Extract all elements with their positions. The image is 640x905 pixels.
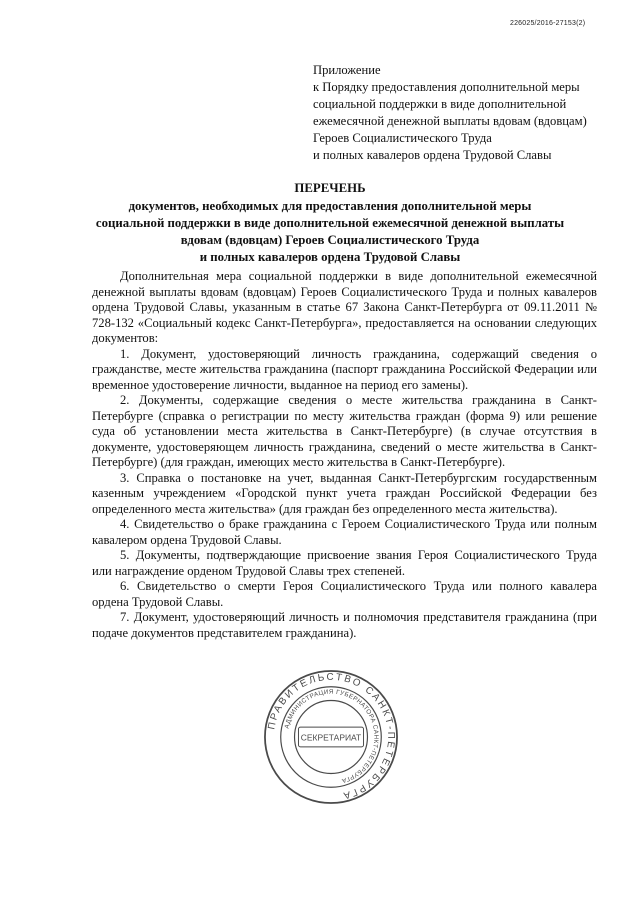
appendix-line: Героев Социалистического Труда	[313, 131, 492, 146]
stamp-outer-text: ПРАВИТЕЛЬСТВО САНКТ-ПЕТЕРБУРГА	[266, 671, 397, 802]
official-stamp	[262, 668, 400, 806]
list-item: 1. Документ, удостоверяющий личность гражданина, содержащий сведения о гражданстве, месте жительства гражданина (паспорт гражданина Российской Федерации или временное удостоверение личности, выданное на период его замены).	[92, 346, 597, 392]
list-item: 5. Документы, подтверждающие присвоение звания Героя Социалистического Труда или награждение орденом Трудовой Славы трех степеней.	[92, 548, 597, 578]
document-body	[92, 269, 597, 641]
appendix-line: к Порядку предоставления дополнительной меры	[313, 80, 580, 95]
appendix-line: ежемесячной денежной выплаты вдовам (вдовцам)	[313, 114, 587, 129]
title-word: ПЕРЕЧЕНЬ	[294, 181, 366, 195]
appendix-header	[313, 62, 613, 165]
list-item: 7. Документ, удостоверяющий личность и полномочия представителя гражданина (при подаче документов представителем гражданина).	[92, 610, 597, 640]
title-line: социальной поддержки в виде дополнительной ежемесячной денежной выплаты	[95, 216, 565, 231]
list-item: 2. Документы, содержащие сведения о месте жительства гражданина в Санкт-Петербурге (справка о регистрации по месту жительства граждан (форма 9) или решение суда об установлении места жительства в Санкт-Петербурге) (в случае отсутствия в документе, удостоверяющем личность гражданина, сведений о месте жительства в Санкт-Петербурге) (для граждан, имеющих место жительства в Санкт-Петербурге).	[92, 393, 597, 469]
title-line: вдовам (вдовцам) Героев Социалистического Труда	[180, 233, 480, 248]
document-title	[80, 180, 580, 266]
stamp-center-text: СЕКРЕТАРИАТ	[300, 732, 362, 743]
title-line: и полных кавалеров ордена Трудовой Славы	[199, 250, 461, 265]
appendix-line: Приложение	[313, 63, 381, 77]
title-line: документов, необходимых для предоставления дополнительной меры	[128, 199, 532, 214]
list-item: 6. Свидетельство о смерти Героя Социалистического Труда или полного кавалера ордена Трудовой Славы.	[92, 579, 597, 609]
list-item: 3. Справка о постановке на учет, выданная Санкт-Петербургским государственным казенным учреждением «Городской пункт учета граждан Российской Федерации без определенного места жительства» (для граждан без определенного места жительства).	[92, 470, 597, 516]
document-number: 226025/2016-27153(2)	[510, 20, 586, 27]
appendix-line: социальной поддержки в виде дополнительной	[313, 97, 567, 112]
stamp-inner-text: АДМИНИСТРАЦИЯ ГУБЕРНАТОРА САНКТ-ПЕТЕРБУРГА	[283, 688, 380, 785]
intro-paragraph: Дополнительная мера социальной поддержки в виде дополнительной ежемесячной денежной выплаты вдовам (вдовцам) Героев Социалистического Труда и полных кавалеров ордена Трудовой Славы, указанным в статье 67 Закона Санкт-Петербурга от 09.11.2011 № 728-132 «Социальный кодекс Санкт-Петербурга», предоставляется на основании следующих документов:	[92, 269, 597, 345]
list-item: 4. Свидетельство о браке гражданина с Героем Социалистического Труда или полным кавалером ордена Трудовой Славы.	[92, 517, 597, 547]
appendix-line: и полных кавалеров ордена Трудовой Славы	[313, 148, 552, 163]
